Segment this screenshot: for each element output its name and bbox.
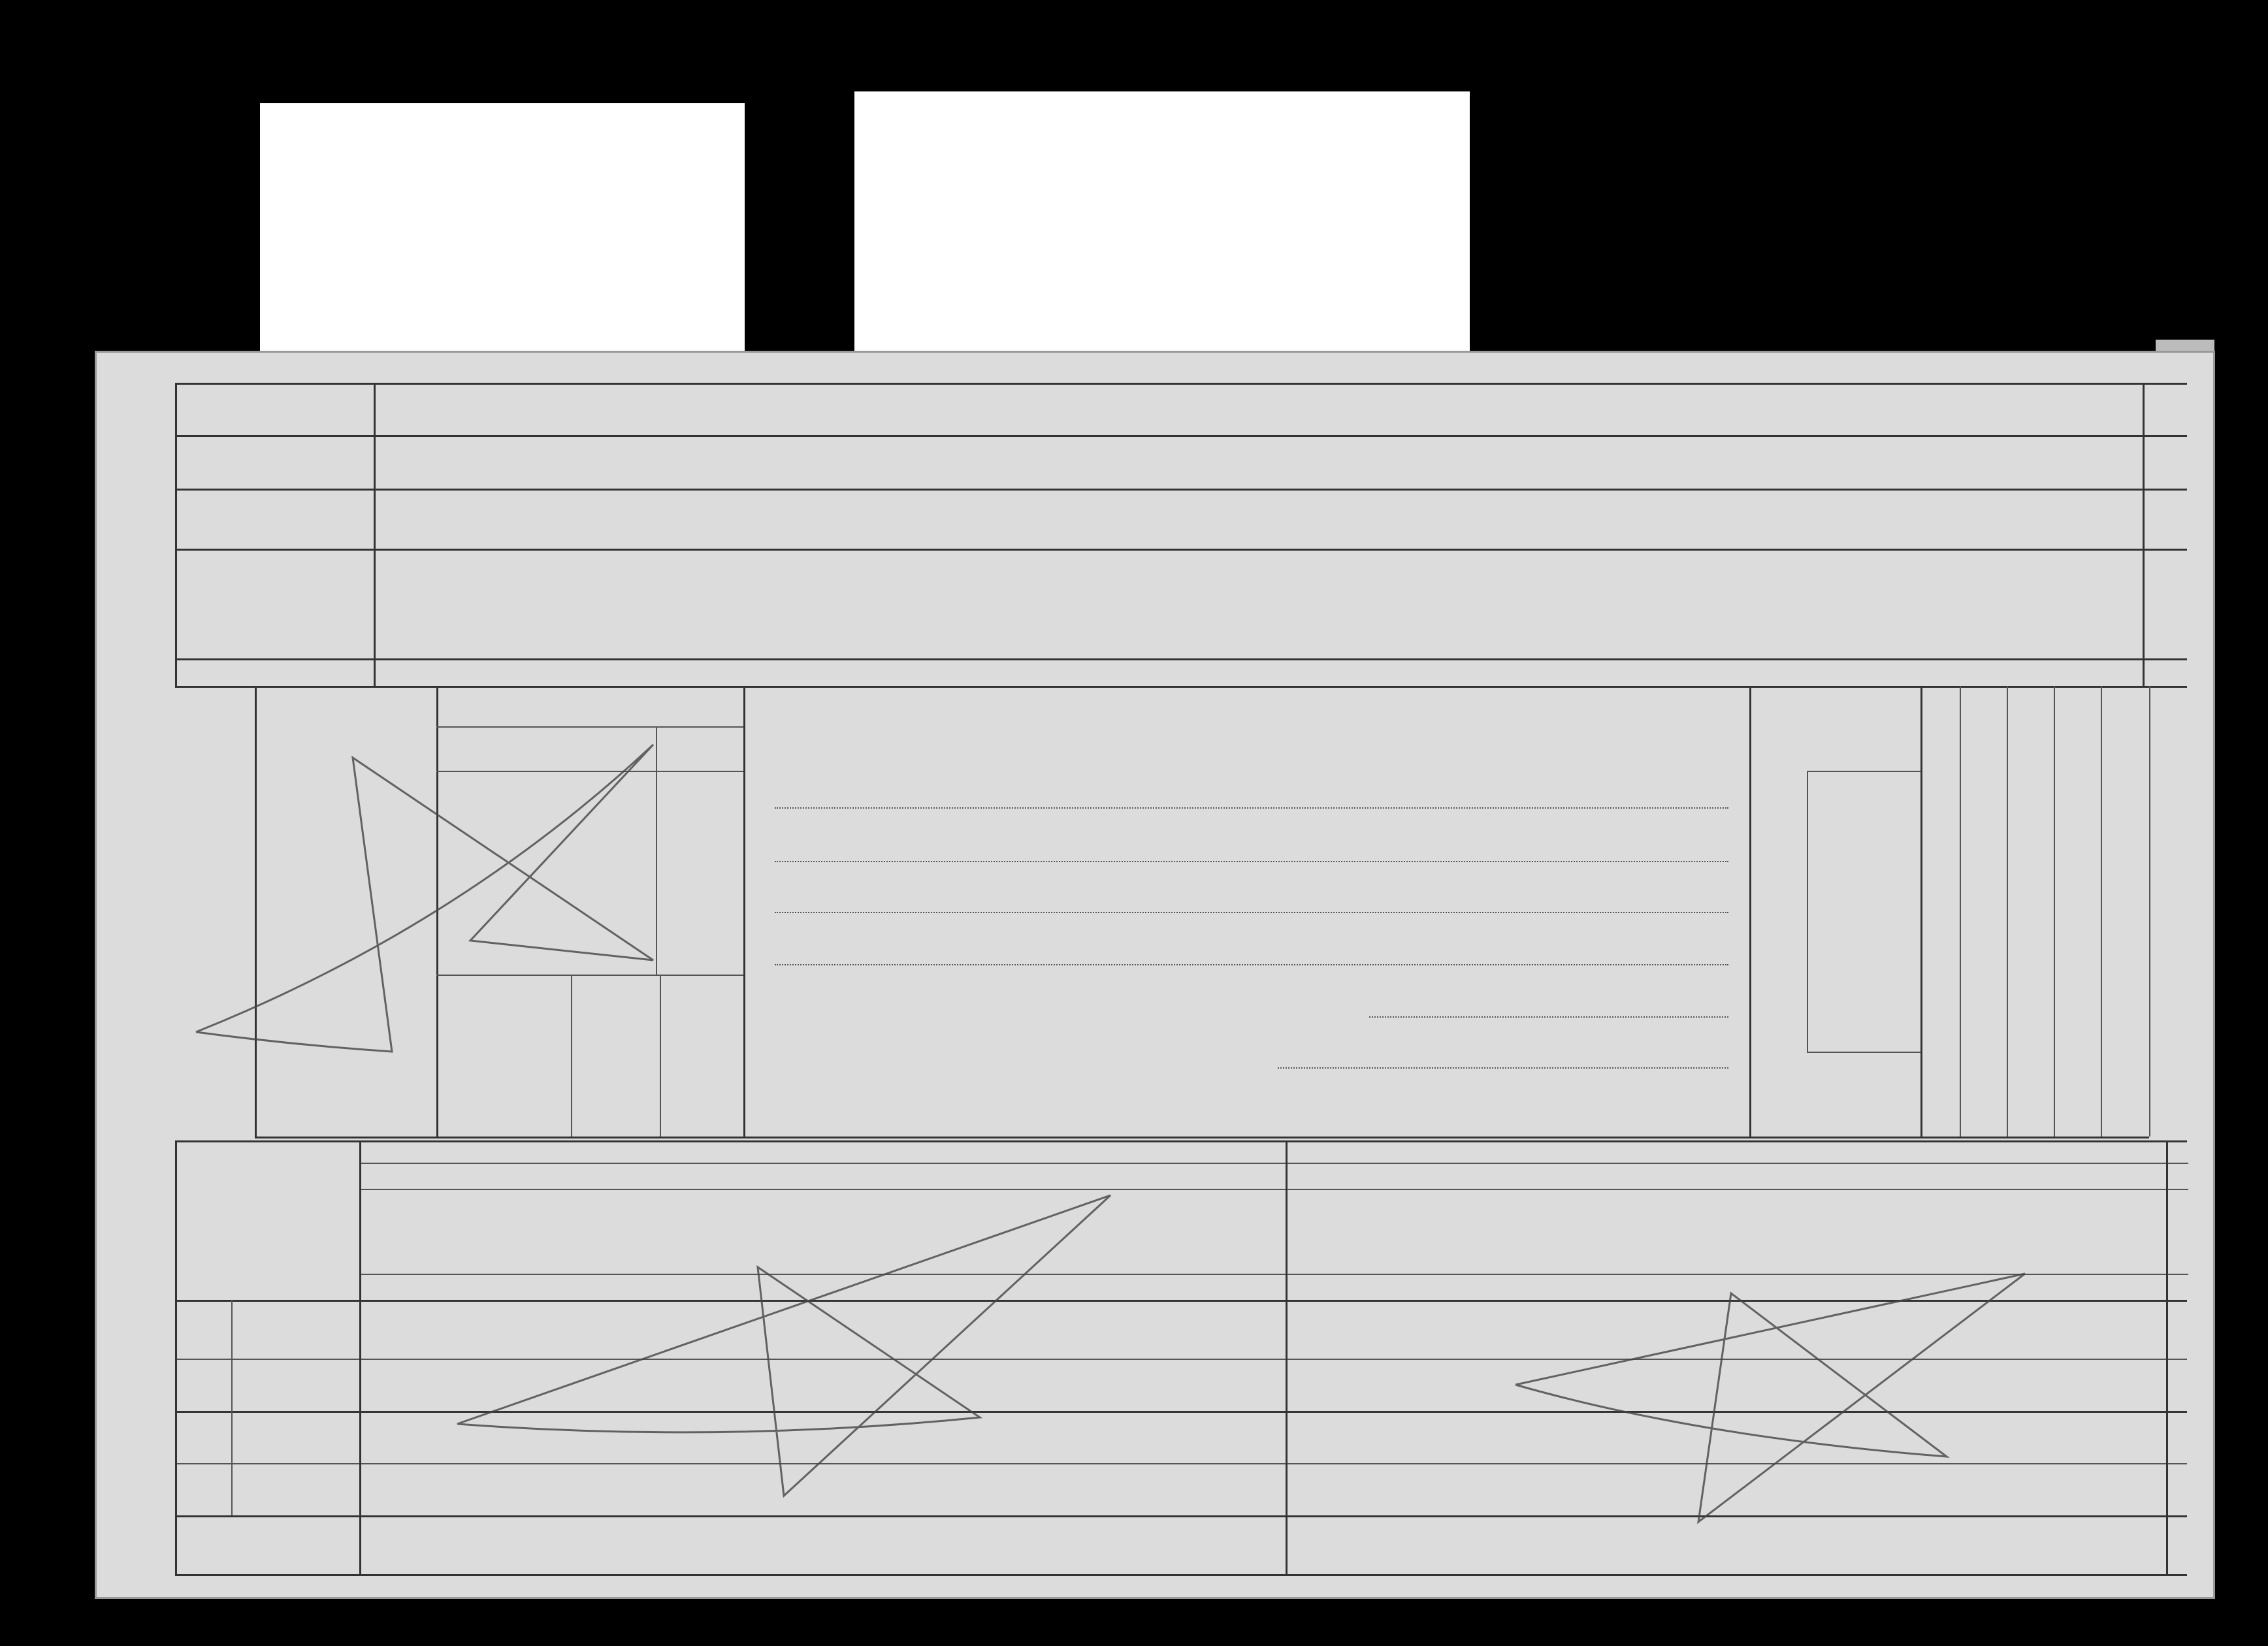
- pencil-star-bottom-left: [457, 1195, 1110, 1496]
- pencil-star-bottom-right: [1515, 1274, 2025, 1522]
- pencil-star-middle: [196, 745, 653, 1052]
